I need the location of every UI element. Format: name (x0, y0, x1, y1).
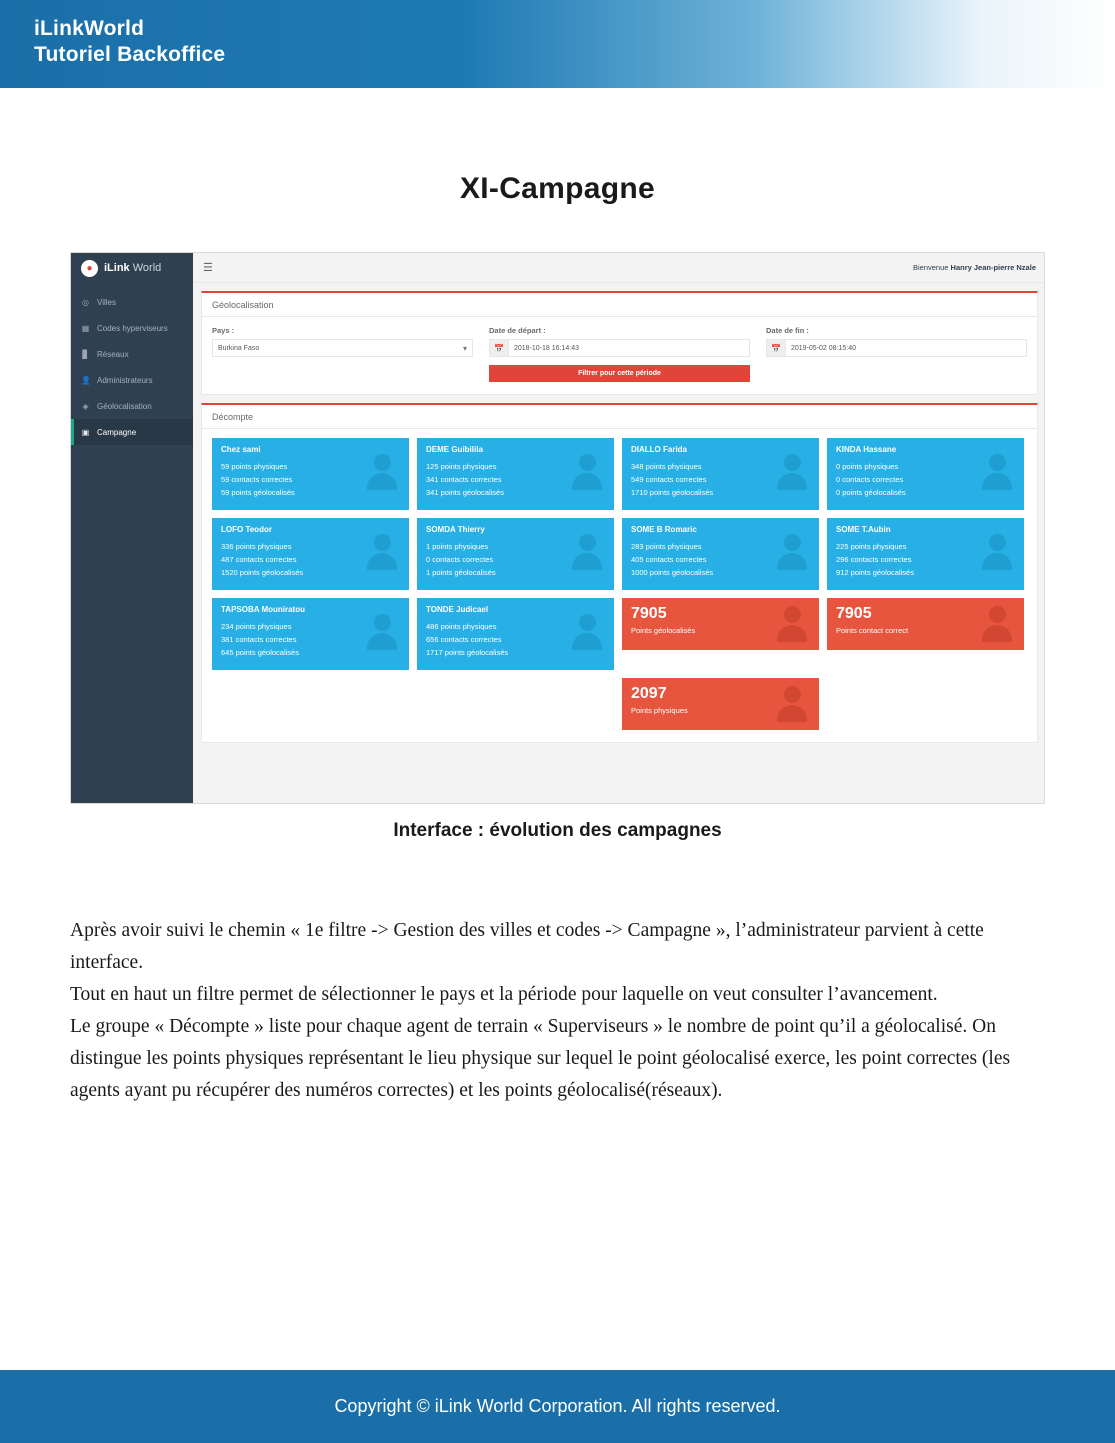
sidebar-item-label: Administrateurs (97, 375, 153, 385)
user-avatar-icon (775, 454, 809, 492)
agent-contacts-correctes: 0 contacts correctes (836, 475, 904, 484)
agent-points-geolocalises: 1520 points géolocalisés (221, 568, 304, 577)
agent-contacts-correctes: 59 contacts correctes (221, 475, 293, 484)
user-avatar-icon (980, 606, 1014, 644)
agent-contacts-correctes: 549 contacts correctes (631, 475, 707, 484)
pays-select-value: Burkina Faso (218, 344, 260, 352)
agent-points-geolocalises: 59 points géolocalisés (221, 488, 295, 497)
total-value: 2097 (631, 685, 667, 702)
body-paragraph-2: Tout en haut un filtre permet de sélectionner le pays et la période pour laquelle on veut consulter l’avancement. (70, 984, 938, 1005)
sidebar-item-geolocalisation[interactable] (71, 393, 193, 419)
agent-name: KINDA Hassane (836, 445, 897, 454)
copyright-text: Copyright © iLink World Corporation. All rights reserved. (334, 1396, 781, 1416)
page-footer (0, 1367, 1115, 1443)
total-label: Points physiques (631, 706, 688, 715)
brand-label-bold: iLink (104, 262, 130, 274)
welcome-prefix: Bienvenue (913, 263, 951, 272)
welcome-message (913, 263, 1036, 272)
embedded-screenshot (70, 252, 1045, 804)
agent-points-physiques: 486 points physiques (426, 622, 497, 631)
agent-name: SOME B Romaric (631, 525, 697, 534)
location-icon: ◎ (82, 297, 89, 307)
date-fin-input[interactable] (766, 339, 1027, 357)
app-topbar (71, 253, 1045, 283)
decompte-panel (201, 403, 1038, 743)
sidebar-item-codes-hyperviseurs[interactable] (71, 315, 193, 341)
agent-card[interactable] (212, 598, 409, 670)
total-card-points-geolocalises[interactable] (622, 598, 819, 650)
agent-contacts-correctes: 0 contacts correctes (426, 555, 494, 564)
filter-row (212, 326, 1027, 382)
agent-points-geolocalises: 1000 points géolocalisés (631, 568, 714, 577)
agent-points-physiques: 336 points physiques (221, 542, 292, 551)
user-avatar-icon (775, 606, 809, 644)
agent-card[interactable] (827, 438, 1024, 510)
page-title: XI-Campagne (459, 172, 655, 205)
user-avatar-icon (980, 534, 1014, 572)
agent-card[interactable] (212, 518, 409, 590)
agent-points-physiques: 59 points physiques (221, 462, 288, 471)
agent-name: TAPSOBA Mouniratou (221, 605, 305, 614)
body-paragraph-3: Le groupe « Décompte » liste pour chaque agent de terrain « Superviseurs » le nombre de point qu’il a géolocalisé. On distingue les points physiques représentant le lieu physique sur lequel le point géolocalisé exerce, les point correctes (les agents ayant pu récupérer des numéros correctes) et les points géolocalisé(réseaux). (70, 1016, 1011, 1101)
topbar-right (193, 253, 1045, 283)
total-label: Points géolocalisés (631, 626, 696, 635)
user-avatar-icon (570, 454, 604, 492)
grid-spacer (212, 678, 409, 730)
agent-name: LOFO Teodor (221, 525, 272, 534)
pays-label: Pays : (212, 326, 235, 335)
brand-label-light: World (129, 262, 162, 274)
agent-points-geolocalises: 912 points géolocalisés (836, 568, 914, 577)
grid-icon: ▦ (81, 323, 90, 333)
date-depart-label: Date de départ : (489, 326, 546, 335)
pin-icon: ◈ (82, 401, 89, 411)
agent-contacts-correctes: 296 contacts correctes (836, 555, 912, 564)
agent-name: TONDE Judicael (426, 605, 489, 614)
user-avatar-icon (570, 534, 604, 572)
decompte-cards-grid (212, 438, 1027, 730)
calendar-icon: 📅 (490, 340, 509, 356)
agent-contacts-correctes: 381 contacts correctes (221, 635, 297, 644)
user-avatar-icon (775, 534, 809, 572)
date-depart-input[interactable] (489, 339, 750, 357)
decompte-panel-title: Décompte (202, 405, 1037, 429)
agent-name: Chez sami (221, 445, 261, 454)
logo-icon: ● (81, 260, 98, 277)
agent-points-geolocalises: 0 points géolocalisés (836, 488, 906, 497)
agent-points-physiques: 234 points physiques (221, 622, 292, 631)
agent-name: DIALLO Farida (631, 445, 688, 454)
user-avatar-icon (570, 614, 604, 652)
total-card-points-physiques[interactable] (622, 678, 819, 730)
total-card-points-contact-correct[interactable] (827, 598, 1024, 650)
page-header-banner (0, 0, 1115, 88)
agent-card[interactable] (417, 598, 614, 670)
user-avatar-icon (980, 454, 1014, 492)
agent-card[interactable] (622, 438, 819, 510)
agent-points-geolocalises: 1717 points géolocalisés (426, 648, 509, 657)
sidebar-item-campagne[interactable] (71, 419, 193, 445)
agent-card[interactable] (417, 518, 614, 590)
agent-points-physiques: 0 points physiques (836, 462, 899, 471)
bars-icon: ▊ (82, 349, 89, 359)
welcome-username: Hanry Jean-pierre Nzale (950, 263, 1036, 272)
geolocalisation-panel (201, 291, 1038, 395)
agent-points-physiques: 283 points physiques (631, 542, 702, 551)
agent-points-physiques: 225 points physiques (836, 542, 907, 551)
app-brand[interactable] (71, 253, 193, 283)
sidebar-item-label: Villes (97, 297, 116, 307)
total-label: Points contact correct (836, 626, 909, 635)
agent-contacts-correctes: 656 contacts correctes (426, 635, 502, 644)
decompte-panel-body (202, 429, 1037, 742)
agent-points-geolocalises: 1710 points géolocalisés (631, 488, 714, 497)
agent-card[interactable] (622, 518, 819, 590)
agent-points-physiques: 125 points physiques (426, 462, 497, 471)
date-depart-field-group (489, 326, 750, 382)
agent-name: SOMDA Thierry (426, 525, 485, 534)
agent-points-geolocalises: 1 points géolocalisés (426, 568, 496, 577)
user-avatar-icon (775, 686, 809, 724)
grid-spacer (417, 678, 614, 730)
agent-points-geolocalises: 645 points géolocalisés (221, 648, 299, 657)
agent-contacts-correctes: 405 contacts correctes (631, 555, 707, 564)
header-title-line2: Tutoriel Backoffice (34, 43, 226, 66)
total-value: 7905 (631, 605, 667, 622)
agent-name: SOME T.Aubin (836, 525, 891, 534)
agent-points-physiques: 348 points physiques (631, 462, 702, 471)
date-depart-value: 2018-10-18 16:14:43 (514, 344, 579, 352)
agent-card[interactable] (417, 438, 614, 510)
total-value: 7905 (836, 605, 872, 622)
agent-card[interactable] (212, 438, 409, 510)
date-fin-label: Date de fin : (766, 326, 809, 335)
body-text (70, 915, 1035, 1107)
pays-select[interactable] (212, 339, 473, 357)
figure-caption: Interface : évolution des campagnes (393, 820, 722, 841)
book-icon: ▣ (81, 427, 90, 437)
calendar-icon: 📅 (767, 340, 786, 356)
agent-points-geolocalises: 341 points géolocalisés (426, 488, 504, 497)
agent-card[interactable] (827, 518, 1024, 590)
agent-name: DEME Guibilila (426, 445, 483, 454)
sidebar-item-administrateurs[interactable] (71, 367, 193, 393)
sidebar-item-label: Réseaux (97, 349, 129, 359)
sidebar-item-villes[interactable] (71, 289, 193, 315)
date-fin-field-group (766, 326, 1027, 382)
sidebar-item-label: Campagne (97, 427, 137, 437)
sidebar-item-label: Codes hyperviseurs (97, 323, 168, 333)
brand-label (104, 262, 161, 274)
agent-contacts-correctes: 341 contacts correctes (426, 475, 502, 484)
date-fin-value: 2019-05-02 08:15:40 (791, 344, 856, 352)
app-content (193, 283, 1045, 804)
geolocalisation-panel-body (202, 317, 1037, 394)
body-paragraph-1: Après avoir suivi le chemin « 1e filtre -> Gestion des villes et codes -> Campagne », l’administrateur parvient à cette interface. (70, 920, 984, 973)
pays-field-group (212, 326, 473, 382)
chevron-down-icon: ▾ (462, 344, 467, 353)
geolocalisation-panel-title: Géolocalisation (202, 293, 1037, 317)
hamburger-icon[interactable]: ☰ (203, 262, 213, 274)
agent-contacts-correctes: 487 contacts correctes (221, 555, 297, 564)
user-avatar-icon (365, 614, 399, 652)
sidebar-item-label: Géolocalisation (97, 401, 152, 411)
app-sidebar (71, 283, 193, 804)
header-title-line1: iLinkWorld (34, 17, 145, 40)
sidebar-item-reseaux[interactable] (71, 341, 193, 367)
user-avatar-icon (365, 454, 399, 492)
user-icon: 👤 (81, 375, 91, 385)
user-avatar-icon (365, 534, 399, 572)
filter-period-button[interactable]: Filtrer pour cette période (489, 365, 750, 382)
agent-points-physiques: 1 points physiques (426, 542, 489, 551)
